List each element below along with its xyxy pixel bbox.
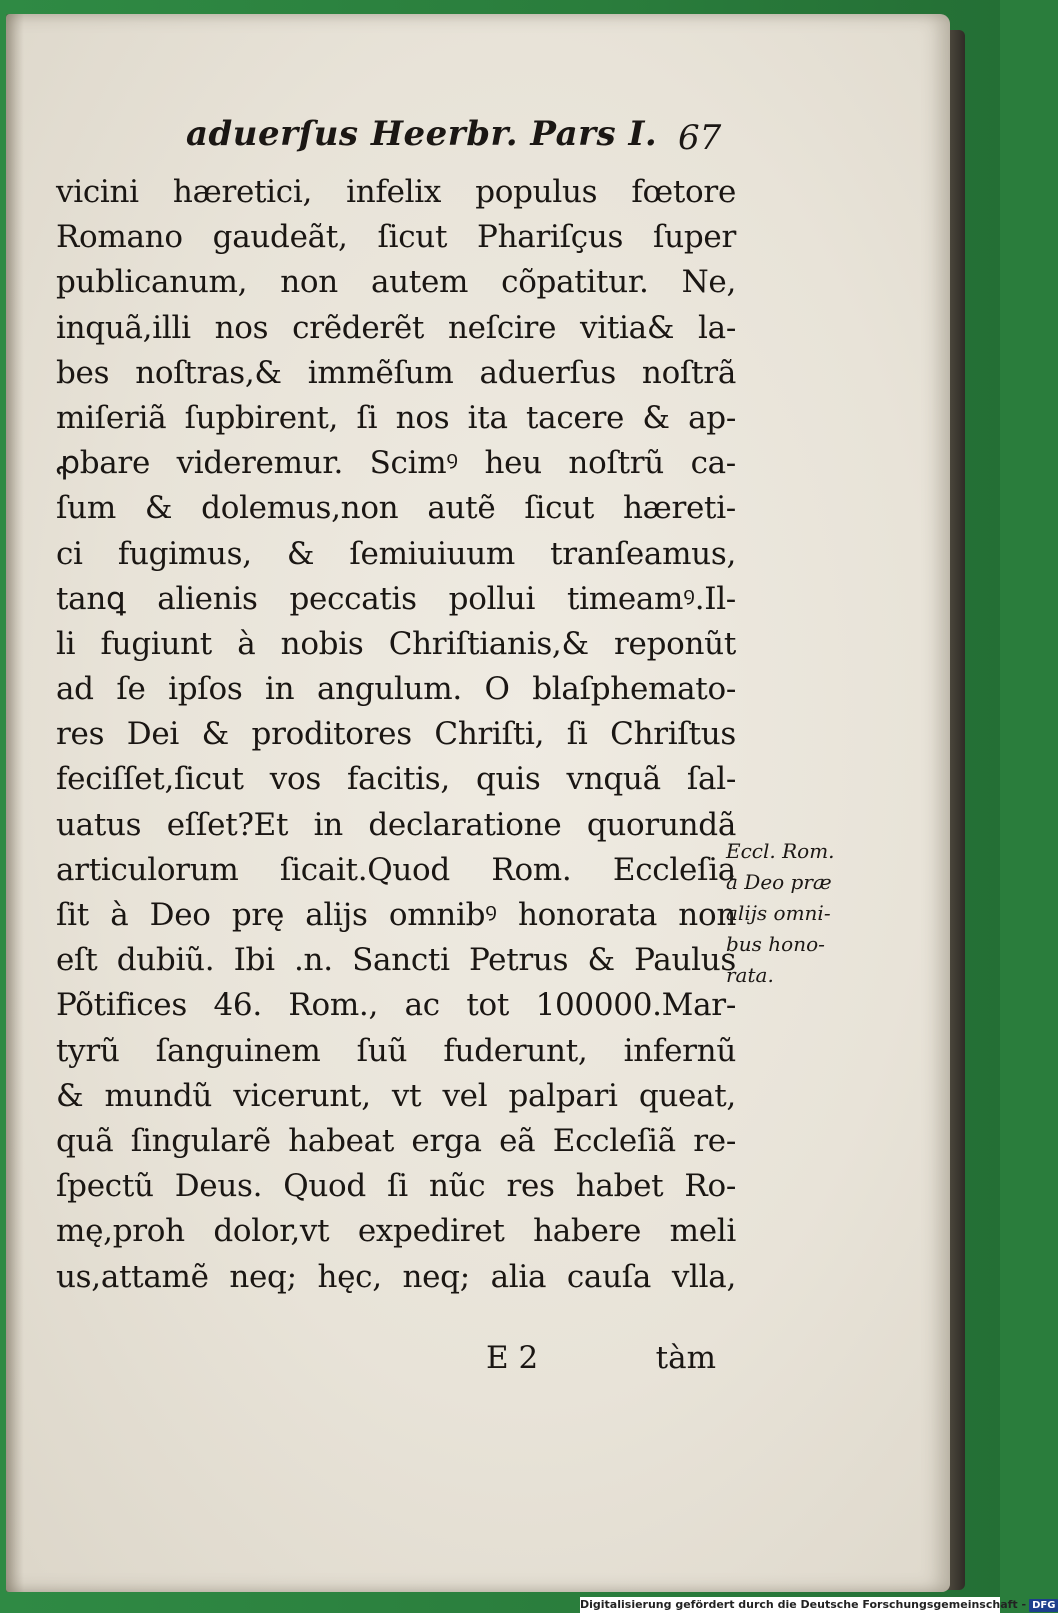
- text-line: Põtifices 46. Rom., ac tot 100000.Mar-: [56, 987, 736, 1024]
- marginal-note-line: Eccl. Rom.: [726, 839, 835, 863]
- body-text: [56, 170, 736, 1300]
- marginal-note-line: bus hono-: [726, 932, 825, 956]
- text-line: ad ſe ipſos in angulum. O blaſphemato-: [56, 671, 736, 708]
- text-line: articulorum ſicait.Quod Rom. Eccleſia: [56, 851, 736, 888]
- credit-text: Digitalisierung gefördert durch die Deutsche Forschungsgemeinschaft -: [580, 1598, 1027, 1611]
- catchword: tàm: [655, 1340, 716, 1376]
- marginal-note-line: à Deo præ: [726, 870, 832, 894]
- running-head: aduerſus Heerbr. Pars I.: [186, 114, 658, 154]
- text-line: mę,proh dolor,vt expediret habere meli: [56, 1213, 736, 1250]
- signature-mark: E 2: [486, 1340, 539, 1376]
- digitization-credit: [580, 1597, 1056, 1613]
- text-line: ſum & dolemus,non autẽ ſicut hæreti-: [56, 490, 736, 527]
- text-line: bes noſtras,& immẽſum aduerſus noſtrã: [56, 354, 736, 391]
- text-line: publicanum, non autem cõpatitur. Ne,: [56, 264, 736, 301]
- text-line: us,attamẽ neq; hęc, neq; alia cauſa vlla,: [56, 1258, 736, 1295]
- text-line: feciſſet,ſicut vos facitis, quis vnquã ſal-: [56, 761, 736, 798]
- page-number: 67: [678, 118, 722, 158]
- text-line: quã ſingularẽ habeat erga eã Eccleſiã re-: [56, 1122, 736, 1159]
- text-line: ꝓbare videremur. Scimꝰ heu noſtrũ ca-: [56, 445, 736, 482]
- text-line: ci fugimus, & ſemiuiuum tranſeamus,: [56, 535, 736, 572]
- text-line: miſeriã ſupbirent, ſi nos ita tacere & ap-: [56, 399, 736, 436]
- gutter-shadow: [6, 14, 24, 1592]
- text-line: ſit à Deo prę alijs omnibꝰ honorata non: [56, 897, 736, 933]
- text-line: uatus eſſet?Et in declaratione quorundã: [56, 806, 736, 843]
- text-line: res Dei & proditores Chriſti, ſi Chriſtus: [56, 716, 736, 753]
- text-line: eſt dubiũ. Ibi .n. Sancti Petrus & Paulus: [56, 942, 736, 979]
- text-line: vicini hæretici, infelix populus fœtore: [56, 174, 736, 210]
- text-line: tyrũ ſanguinem ſuũ fuderunt, infernũ: [56, 1032, 736, 1069]
- text-line: li fugiunt à nobis Chriſtianis,& reponũt: [56, 625, 736, 662]
- text-line: ſpectũ Deus. Quod ſi nũc res habet Ro-: [56, 1168, 736, 1205]
- text-line: Romano gaudeãt, ſicut Phariſçus ſuper: [56, 219, 736, 256]
- dfg-logo-icon: DFG: [1029, 1599, 1058, 1612]
- marginal-note: [726, 836, 835, 991]
- text-line: inquã,illi nos crẽderẽt neſcire vitia& la-: [56, 309, 736, 346]
- text-line: & mundũ vicerunt, vt vel palpari queat,: [56, 1077, 736, 1114]
- page-footer-line: [476, 1336, 716, 1384]
- book-page: [6, 14, 950, 1592]
- marginal-note-line: alijs omni-: [726, 901, 831, 925]
- text-line: tanꝗ alienis peccatis pollui timeamꝰ.Il-: [56, 580, 736, 617]
- marginal-note-line: rata.: [726, 963, 774, 987]
